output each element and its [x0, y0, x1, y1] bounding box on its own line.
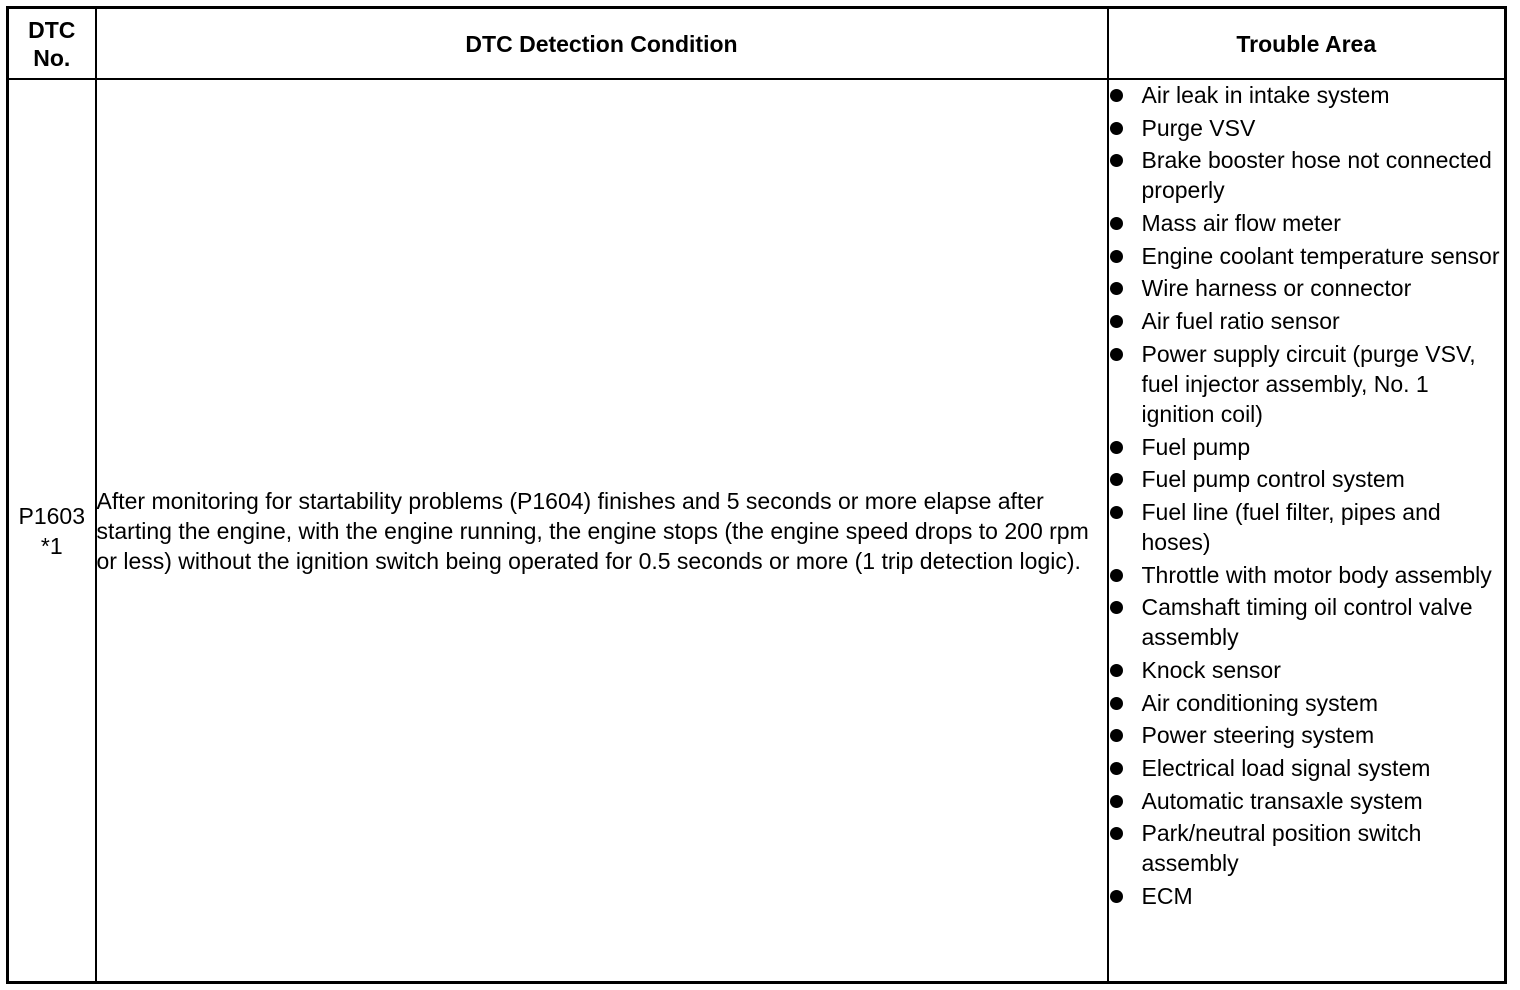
trouble-area-text: Power supply circuit (purge VSV, fuel injector assembly, No. 1 ignition coil) — [1141, 340, 1476, 427]
bullet-icon — [1110, 827, 1123, 840]
bullet-icon — [1110, 762, 1123, 775]
list-item — [1109, 786, 1505, 816]
dtc-table — [6, 6, 1507, 984]
bullet-icon — [1110, 729, 1123, 742]
header-trouble-area: Trouble Area — [1108, 8, 1506, 80]
trouble-area-text: Electrical load signal system — [1141, 755, 1431, 781]
trouble-area-text: Air conditioning system — [1141, 689, 1378, 716]
list-item — [1109, 881, 1505, 911]
dtc-code: P1603 — [18, 502, 85, 529]
trouble-area-text: Throttle with motor body assembly — [1141, 561, 1492, 588]
dtc-number-cell — [8, 79, 96, 983]
list-item — [1109, 655, 1505, 685]
bullet-icon — [1110, 89, 1123, 102]
list-item — [1109, 560, 1505, 590]
header-detection-condition: DTC Detection Condition — [96, 8, 1108, 80]
trouble-area-text: Brake booster hose not connected properly — [1141, 147, 1492, 204]
list-item — [1109, 145, 1505, 205]
list-item — [1109, 273, 1505, 303]
trouble-area-text: Air fuel ratio sensor — [1141, 308, 1340, 335]
bullet-icon — [1110, 250, 1123, 263]
trouble-area-text: Automatic transaxle system — [1141, 787, 1423, 814]
trouble-area-text: Fuel pump — [1141, 433, 1251, 460]
trouble-area-cell — [1108, 79, 1506, 983]
bullet-icon — [1110, 122, 1123, 135]
list-item — [1109, 592, 1505, 652]
bullet-icon — [1110, 441, 1123, 454]
list-item — [1109, 688, 1505, 718]
trouble-area-text: Wire harness or connector — [1141, 275, 1412, 302]
bullet-icon — [1110, 282, 1123, 295]
bullet-icon — [1110, 569, 1123, 582]
trouble-area-text: Power steering system — [1141, 722, 1375, 749]
trouble-area-text: Fuel pump control system — [1141, 466, 1405, 493]
bullet-icon — [1110, 154, 1123, 167]
bullet-icon — [1110, 315, 1123, 328]
bullet-icon — [1110, 506, 1123, 519]
bullet-icon — [1110, 473, 1123, 486]
bullet-icon — [1110, 795, 1123, 808]
trouble-area-text: Air leak in intake system — [1141, 82, 1390, 108]
bullet-icon — [1110, 348, 1123, 361]
bullet-icon — [1110, 601, 1123, 614]
list-item — [1109, 113, 1505, 143]
trouble-area-text: Fuel line (fuel filter, pipes and hoses) — [1141, 498, 1441, 555]
trouble-area-text: Engine coolant temperature sensor — [1141, 242, 1500, 269]
list-item — [1109, 241, 1505, 271]
trouble-area-text: Purge VSV — [1141, 114, 1256, 141]
bullet-icon — [1110, 697, 1123, 710]
bullet-icon — [1110, 664, 1123, 677]
header-row — [8, 8, 1506, 80]
trouble-area-text: Knock sensor — [1141, 656, 1281, 683]
list-item — [1109, 80, 1505, 110]
list-item — [1109, 497, 1505, 557]
trouble-area-text: ECM — [1141, 883, 1193, 910]
trouble-area-text: Mass air flow meter — [1141, 210, 1341, 237]
list-item — [1109, 720, 1505, 750]
bullet-icon — [1110, 217, 1123, 230]
list-item — [1109, 432, 1505, 462]
list-item — [1109, 208, 1505, 238]
header-dtc-no: DTC No. — [8, 8, 96, 80]
trouble-area-text: Park/neutral position switch assembly — [1141, 820, 1422, 877]
table-row — [8, 79, 1506, 983]
detection-condition-cell: After monitoring for startability problems (P1604) finishes and 5 seconds or more elapse after starting the engine, with the engine running, the engine stops (the engine speed drops to 200 rpm or less) without the ignition switch being operated for 0.5 seconds or more (1 trip detection logic). — [96, 79, 1108, 983]
trouble-area-text: Camshaft timing oil control valve assembly — [1141, 594, 1473, 651]
list-item — [1109, 306, 1505, 336]
list-item — [1109, 339, 1505, 429]
list-item — [1109, 753, 1505, 783]
bullet-icon — [1110, 890, 1123, 903]
dtc-footnote-mark: *1 — [40, 532, 63, 559]
list-item — [1109, 818, 1505, 878]
list-item — [1109, 464, 1505, 494]
trouble-area-list — [1109, 80, 1505, 911]
